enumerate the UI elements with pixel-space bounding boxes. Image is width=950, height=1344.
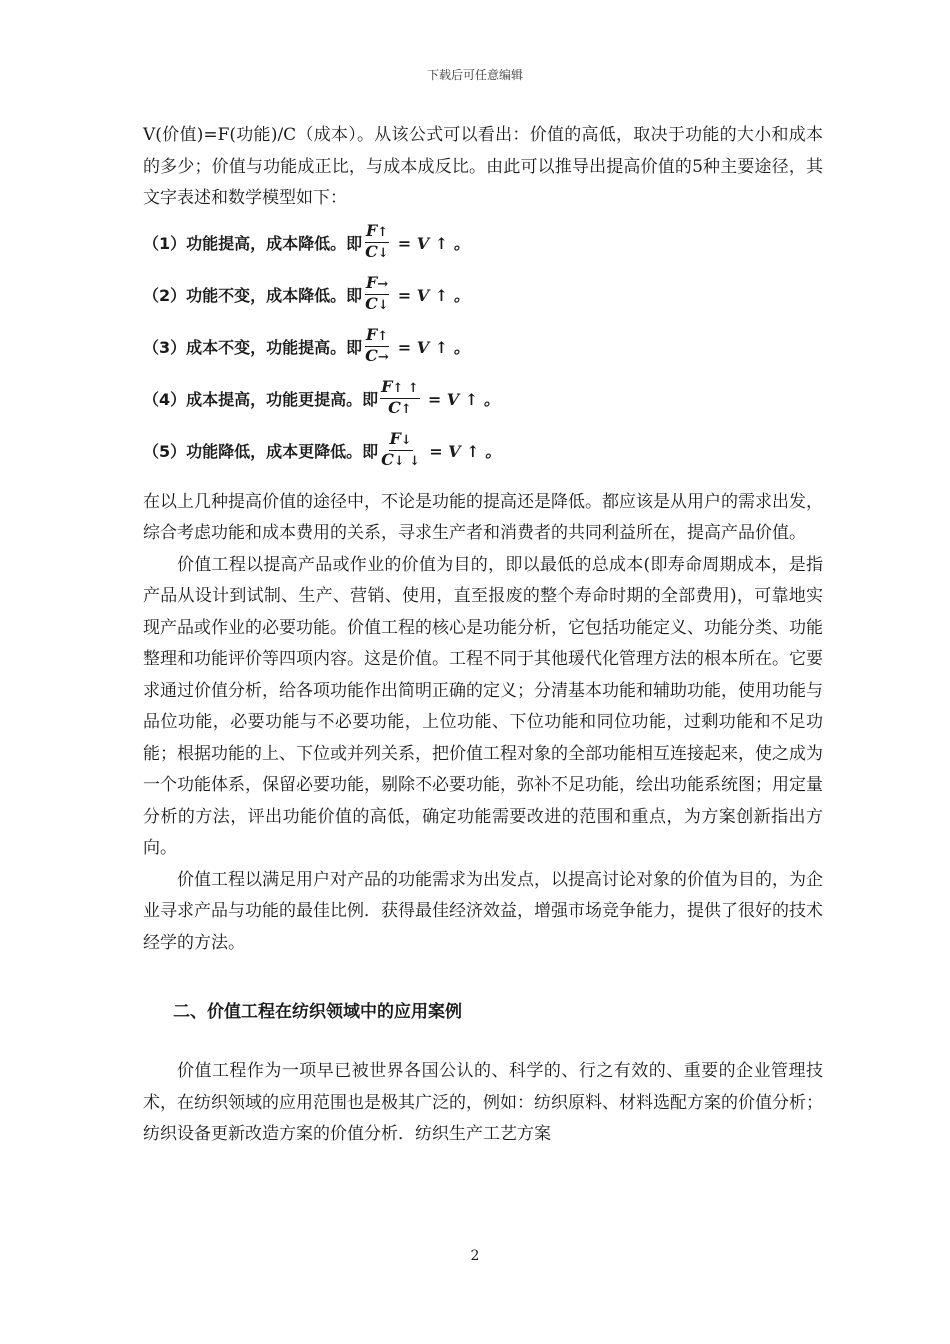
page-header: 下载后可任意编辑 <box>426 68 523 82</box>
denominator-arrows: ↑ <box>400 402 412 417</box>
intro-paragraph: V(价值)=F(功能)/C（成本）。从该公式可以看出：价值的高低，取决于功能的大小和成本的多少；价值与功能成正比，与成本成反比。由此可以推导出提高价值的5种主要途径，其文字表述和数学模型如下： <box>143 125 823 208</box>
formula-result: = V <box>427 390 460 409</box>
result-arrow: ↑ <box>434 338 449 357</box>
denominator: C <box>365 294 378 313</box>
formula-result: = V <box>397 234 430 253</box>
body-paragraph-2: 价值工程以提高产品或作业的价值为目的，即以最低的总成本(即寿命周期成本，是指产品从设计到试制、生产、营销、使用，直至报废的整个寿命时期的全部费用)，可靠地实现产品或作业的必要功能。价值工程的核心是功能分析，它包括功能定义、功能分类、功能整理和功能评价等四项内容。这是价值。工程不同于其他瑗代化管理方法的根本所在。它要求通过价值分析，给各项功能作出简明正确的定义；分清基本功能和辅助功能，使用功能与品位功能，必要功能与不必要功能，上位功能、下位功能和同位功能，过剩功能和不足功能；根据功能的上、下位或并列关系，把价值工程对象的全部功能相互连接起来，使之成为一个功能体系，保留必要功能，剔除不必要功能，弥补不足功能，绘出功能系统图；用定量分析的方法，评出功能价值的高低，确定功能需要改进的范围和重点，为方案创新指出方向。 <box>143 554 823 858</box>
formula-1 <box>143 217 823 269</box>
formula-5 <box>143 425 823 477</box>
denominator: C <box>365 242 378 261</box>
denominator: C <box>381 450 394 469</box>
denominator-arrows: ↓ <box>377 298 389 313</box>
formula-end: 。 <box>453 338 470 357</box>
formula-result: = V <box>397 338 430 357</box>
document-body <box>143 120 823 1151</box>
numerator-arrows: ↑ <box>377 225 389 240</box>
formula-label: （2）功能不变，成本降低。即 <box>143 286 363 305</box>
numerator-arrows: ↑ <box>377 329 389 344</box>
formula-fraction <box>380 430 421 471</box>
numerator: F <box>365 325 378 344</box>
formula-4 <box>143 373 823 425</box>
denominator-arrows: ↓ <box>377 246 389 261</box>
section-heading: 二、价值工程在纺织领域中的应用案例 <box>173 1002 462 1022</box>
numerator: F <box>381 377 393 396</box>
formula-fraction <box>364 222 390 263</box>
formula-fraction <box>364 326 390 367</box>
formula-fraction <box>380 378 420 419</box>
formula-end: 。 <box>483 390 500 409</box>
numerator: F <box>365 221 378 240</box>
formula-2 <box>143 269 823 321</box>
formula-fraction <box>364 274 390 315</box>
formula-result: = V <box>397 286 430 305</box>
formula-label: （4）成本提高，功能更提高。即 <box>143 390 379 409</box>
denominator: C <box>365 346 378 365</box>
result-arrow: ↑ <box>434 286 449 305</box>
formula-3 <box>143 321 823 373</box>
numerator-arrows: ↓ <box>400 433 412 448</box>
closing-paragraph: 价值工程作为一项早已被世界各国公认的、科学的、行之有效的、重要的企业管理技术，在纺织领域的应用范围也是极其广泛的，例如：纺织原料、材料选配方案的价值分析；纺织设备更新改造方案的价值分析．纺织生产工艺方案 <box>143 1061 823 1144</box>
denominator-arrows: ↓ ↓ <box>393 454 421 469</box>
formula-label: （1）功能提高，成本降低。即 <box>143 234 363 253</box>
body-paragraph-1: 在以上几种提高价值的途径中，不论是功能的提高还是降低。都应该是从用户的需求出发，综合考虑功能和成本费用的关系，寻求生产者和消费者的共同利益所在，提高产品价值。 <box>143 491 823 543</box>
formula-end: 。 <box>453 286 470 305</box>
body-paragraph-3: 价值工程以满足用户对产品的功能需求为出发点，以提高讨论对象的价值为目的，为企业寻求产品与功能的最佳比例．获得最佳经济效益，增强市场竞争能力，提供了很好的技术经学的方法。 <box>143 869 823 953</box>
formula-result: = V <box>429 442 461 461</box>
formula-list <box>143 217 823 477</box>
formula-end: 。 <box>485 442 502 461</box>
numerator-arrows: → <box>377 277 389 292</box>
numerator: F <box>389 429 401 448</box>
formula-label: （3）成本不变，功能提高。即 <box>143 338 363 357</box>
page-number: 2 <box>470 1248 480 1264</box>
result-arrow: ↑ <box>434 234 449 253</box>
denominator-arrows: → <box>377 350 389 365</box>
numerator: F <box>365 273 378 292</box>
numerator-arrows: ↑ ↑ <box>392 381 419 396</box>
formula-end: 。 <box>453 234 470 253</box>
result-arrow: ↑ <box>464 390 479 409</box>
denominator: C <box>388 398 401 417</box>
result-arrow: ↑ <box>466 442 480 461</box>
formula-label: （5）功能降低，成本更降低。即 <box>143 442 379 461</box>
